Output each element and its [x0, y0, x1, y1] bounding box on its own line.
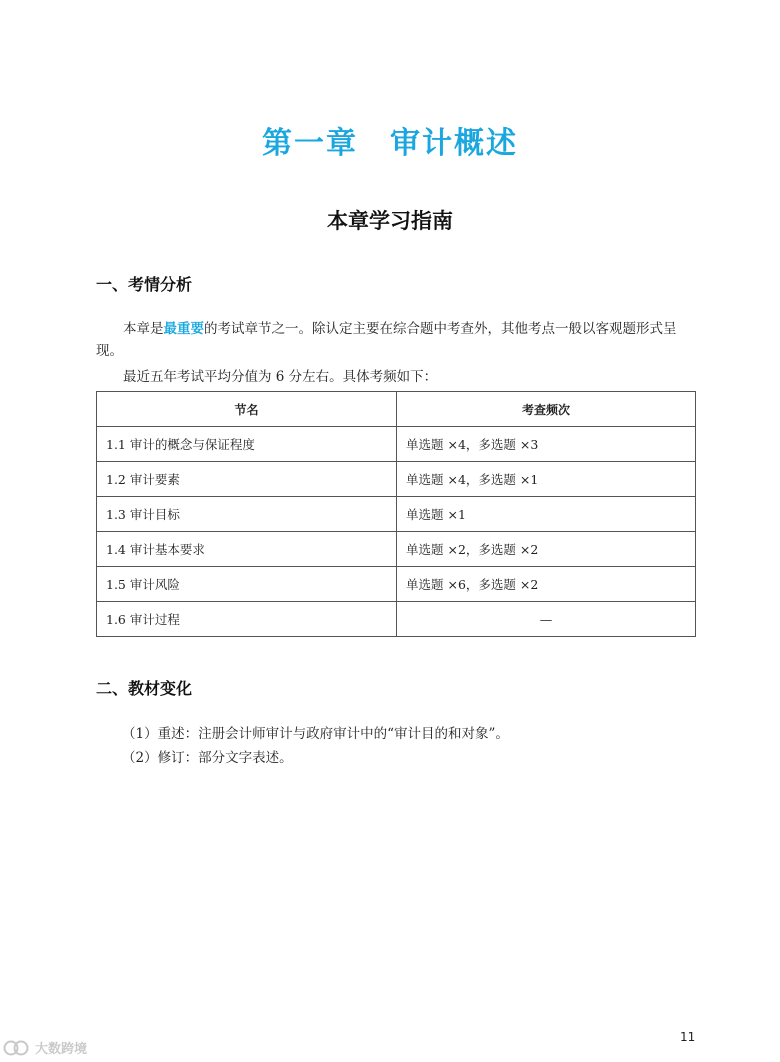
- section-heading-exam-analysis: 一、考情分析: [96, 275, 193, 294]
- table-header-row: [97, 392, 696, 427]
- table-cell-frequency: 单选题 ×2，多选题 ×2: [397, 532, 696, 567]
- table-row: [97, 567, 696, 602]
- table-row: [97, 532, 696, 567]
- table-cell-frequency: —: [397, 602, 696, 637]
- score-paragraph: 最近五年考试平均分值为 6 分左右。具体考频如下：: [123, 369, 438, 385]
- intro-text-pre: 本章是: [123, 321, 164, 337]
- table-row: [97, 427, 696, 462]
- list-item: （2）修订：部分文字表述。: [122, 750, 293, 766]
- table-cell-frequency: 单选题 ×4，多选题 ×3: [397, 427, 696, 462]
- exam-frequency-table: [96, 391, 696, 637]
- watermark: [2, 1038, 87, 1057]
- table-cell-section: 1.4 审计基本要求: [97, 532, 397, 567]
- watermark-text: 大数跨境: [35, 1042, 88, 1057]
- emphasis-text: 最重要: [163, 321, 204, 337]
- table-header-section: 节名: [97, 392, 397, 427]
- table-row: [97, 497, 696, 532]
- section-heading-textbook-changes: 二、教材变化: [96, 679, 193, 698]
- table-cell-section: 1.5 审计风险: [97, 567, 397, 602]
- chapter-title: 第一章 审计概述: [262, 126, 518, 161]
- table-cell-section: 1.1 审计的概念与保证程度: [97, 427, 397, 462]
- table-cell-frequency: 单选题 ×1: [397, 497, 696, 532]
- intro-paragraph: [96, 318, 696, 362]
- table-header-frequency: 考查频次: [397, 392, 696, 427]
- table-cell-section: 1.6 审计过程: [97, 602, 397, 637]
- table-row: [97, 462, 696, 497]
- watermark-logo-icon: [2, 1039, 32, 1057]
- table-row: [97, 602, 696, 637]
- guide-title: 本章学习指南: [327, 209, 453, 233]
- table-cell-frequency: 单选题 ×4，多选题 ×1: [397, 462, 696, 497]
- intro-text-post: 的考试章节之一。除认定主要在综合题中考查外，其他考点一般以客观题形式呈现。: [96, 321, 677, 359]
- table-cell-section: 1.3 审计目标: [97, 497, 397, 532]
- list-item: （1）重述：注册会计师审计与政府审计中的“审计目的和对象”。: [122, 726, 509, 742]
- page-number: 11: [680, 1030, 696, 1044]
- table-cell-frequency: 单选题 ×6，多选题 ×2: [397, 567, 696, 602]
- table-cell-section: 1.2 审计要素: [97, 462, 397, 497]
